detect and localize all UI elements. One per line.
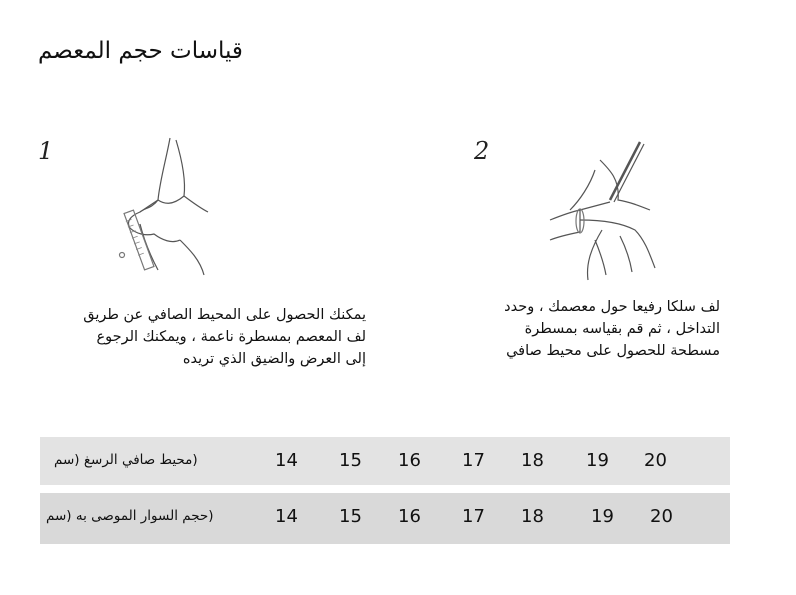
step-1-number: 1 [38, 137, 54, 165]
row-label: (حجم السوار الموصى به (سم [46, 508, 214, 524]
wrist-tape-measure-illustration [100, 130, 220, 290]
table-cell: 14 [275, 506, 298, 527]
wrist-wire-measure-illustration [540, 140, 690, 290]
table-cell: 15 [339, 506, 362, 527]
table-cell: 15 [339, 450, 362, 471]
table-cell: 19 [586, 450, 609, 471]
table-cell: 19 [591, 506, 614, 527]
table-cell: 20 [644, 450, 667, 471]
step-2-number: 2 [474, 137, 490, 165]
step-2-description [470, 296, 720, 362]
table-row-wrist-circumference [40, 437, 730, 485]
step-2-line: لف سلكا رفيعا حول معصمك ، وحدد [504, 299, 720, 315]
table-cell: 18 [521, 506, 544, 527]
step-2-line: مسطحة للحصول على محيط صافي [506, 343, 720, 359]
table-cell: 14 [275, 450, 298, 471]
step-1-line: يمكنك الحصول على المحيط الصافي عن طريق [83, 307, 366, 323]
step-2-line: التداخل ، ثم قم بقياسه بمسطرة [524, 321, 720, 337]
page-title: قياسات حجم المعصم [38, 38, 243, 64]
step-1-line: إلى العرض والضيق الذي تريده [182, 351, 366, 367]
table-cell: 20 [650, 506, 673, 527]
step-1-line: لف المعصم بمسطرة ناعمة ، ويمكنك الرجوع [96, 329, 366, 345]
table-cell: 16 [398, 506, 421, 527]
table-cell: 18 [521, 450, 544, 471]
table-cell: 16 [398, 450, 421, 471]
step-1-description [36, 304, 366, 370]
table-cell: 17 [462, 506, 485, 527]
row-label: (محيط صافي الرسغ (سم [54, 452, 198, 468]
table-cell: 17 [462, 450, 485, 471]
table-row-recommended-bracelet-size [40, 493, 730, 544]
